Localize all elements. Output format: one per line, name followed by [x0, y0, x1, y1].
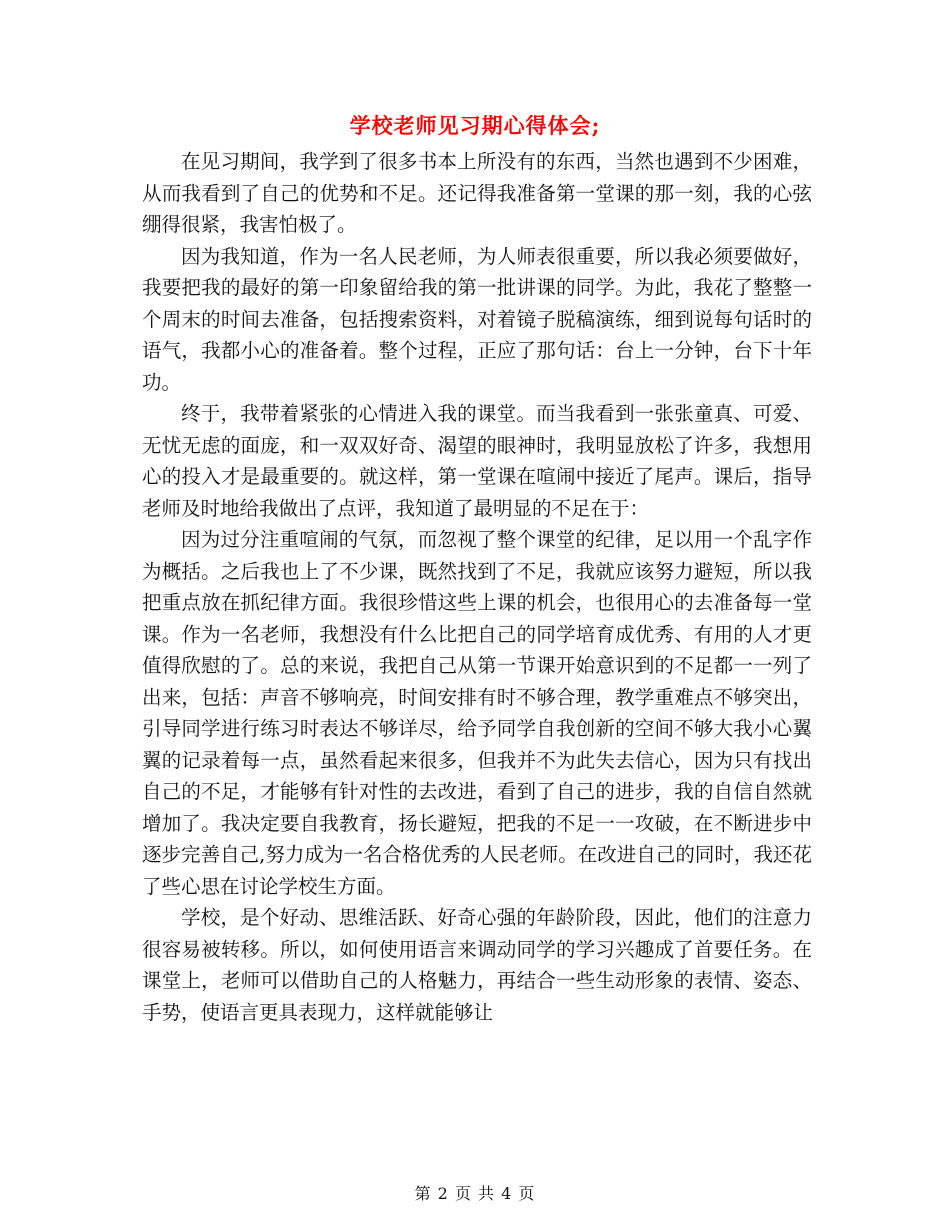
document-title: 学校老师见习期心得体会; — [349, 113, 601, 138]
paragraph-2: 因为我知道，作为一名人民老师，为人师表很重要，所以我必须要做好，我要把我的最好的第一印象留给我的第一批讲课的同学。为此，我花了整整一个周末的时间去准备，包括搜索资料，对着镜子脱稿演练，细到说每句话时的语气，我都小心的准备着。整个过程，正应了那句话：台上一分钟，台下十年功。 — [142, 244, 812, 394]
paragraph-3: 终于，我带着紧张的心情进入我的课堂。而当我看到一张张童真、可爱、无忧无虑的面庞，和一双双好奇、渴望的眼神时，我明显放松了许多，我想用心的投入才是最重要的。就这样，第一堂课在喧闹中接近了尾声。课后，指导老师及时地给我做出了点评，我知道了最明显的不足在于： — [142, 402, 812, 520]
page-number-footer: 第 2 页 共 4 页 — [414, 1184, 536, 1203]
paragraph-5: 学校，是个好动、思维活跃、好奇心强的年龄阶段，因此，他们的注意力很容易被转移。所以，如何使用语言来调动同学的学习兴趣成了首要任务。在课堂上，老师可以借助自己的人格魅力，再结合一些生动形象的表情、姿态、手势，使语言更具表现力，这样就能够让 — [142, 906, 812, 1024]
paragraph-4: 因为过分注重喧闹的气氛，而忽视了整个课堂的纪律，足以用一个乱字作为概括。之后我也上了不少课，既然找到了不足，我就应该努力避短，所以我把重点放在抓纪律方面。我很珍惜这些上课的机会，也很用心的去准备每一堂课。作为一名老师，我想没有什么比把自己的同学培育成优秀、有用的人才更值得欣慰的了。总的来说，我把自己从第一节课开始意识到的不足都一一列了出来，包括：声音不够响亮，时间安排有时不够合理，教学重难点不够突出，引导同学进行练习时表达不够详尽，给予同学自我创新的空间不够大我小心翼翼的记录着每一点，虽然看起来很多，但我并不为此失去信心，因为只有找出自己的不足，才能够有针对性的去改进，看到了自己的进步，我的自信自然就增加了。我决定要自我教育，扬长避短，把我的不足一一攻破，在不断进步中逐步完善自己,努力成为一名合格优秀的人民老师。在改进自己的同时，我还花了些心思在讨论学校生方面。 — [142, 528, 812, 898]
paragraph-1: 在见习期间，我学到了很多书本上所没有的东西，当然也遇到不少困难，从而我看到了自己的优势和不足。还记得我准备第一堂课的那一刻，我的心弦绷得很紧，我害怕极了。 — [142, 150, 812, 236]
document-body — [142, 146, 812, 1028]
